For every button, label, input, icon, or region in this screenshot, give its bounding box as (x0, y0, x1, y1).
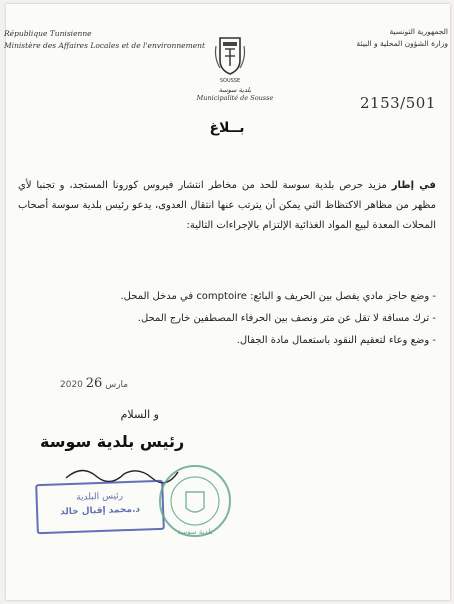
stamp-round-text: بلدية سوسة (177, 528, 213, 536)
header-left (4, 28, 205, 52)
header-right-ministry: وزارة الشؤون المحلية و البيئة (356, 39, 448, 48)
date-month: مارس (105, 380, 129, 390)
closing-greeting: و السلام (120, 408, 159, 421)
body-paragraph (18, 176, 436, 236)
stamp-line-2: د.محمد إقبال خالد (60, 504, 141, 518)
municipality-block (190, 86, 280, 102)
measure-item: - وضع وعاء لتعقيم النقود باستعمال مادة الجفال. (236, 335, 436, 346)
stamp-line-1: رئيس البلدية (76, 491, 124, 503)
header-left-ministry: Ministère des Affaires Locales et de l'environnement (4, 41, 206, 50)
body-first-word: في إطار (391, 180, 436, 191)
measures-list (18, 286, 436, 352)
date-day: 26 (85, 376, 103, 391)
measure-item: - وضع حاجز مادي يفصل بين الحريف و البائع: comptoire في مدخل المحل. (120, 291, 436, 302)
municipality-name-ar: بلدية سوسة (218, 86, 252, 94)
header-right-country: الجمهورية التونسية (389, 27, 448, 36)
reference-number: 2153/501 (360, 94, 436, 112)
document-date (60, 376, 128, 391)
crest-label: SOUSSE (219, 78, 241, 84)
signatory-title: رئيس بلدية سوسة (40, 432, 185, 451)
municipality-crest-logo (212, 34, 248, 84)
official-stamp-round (156, 462, 234, 540)
header-right (356, 26, 448, 50)
header-left-country: République Tunisienne (4, 29, 92, 38)
date-year: 2020 (60, 380, 83, 390)
body-text: مزيد حرص بلدية سوسة للحد من مخاطر انتشار فيروس كورونا المستجد، و تجنبا لأي مظهر من مظاهر الاكتظاظ التي يمكن أن يترتب عنها انتقال العدوى، يدعو رئيس بلدية سوسة أصحاب المحلات المعدة لبيع المواد الغذائية الإلتزام بالإجراءات التالية: (18, 180, 436, 231)
document-title: بــلاغ (209, 120, 245, 136)
municipality-name-fr: Municipalité de Sousse (196, 94, 274, 102)
official-stamp-rectangular (35, 480, 165, 534)
measure-item: - ترك مسافة لا تقل عن متر ونصف بين الحرفاء المصطفين خارج المحل. (137, 313, 436, 324)
